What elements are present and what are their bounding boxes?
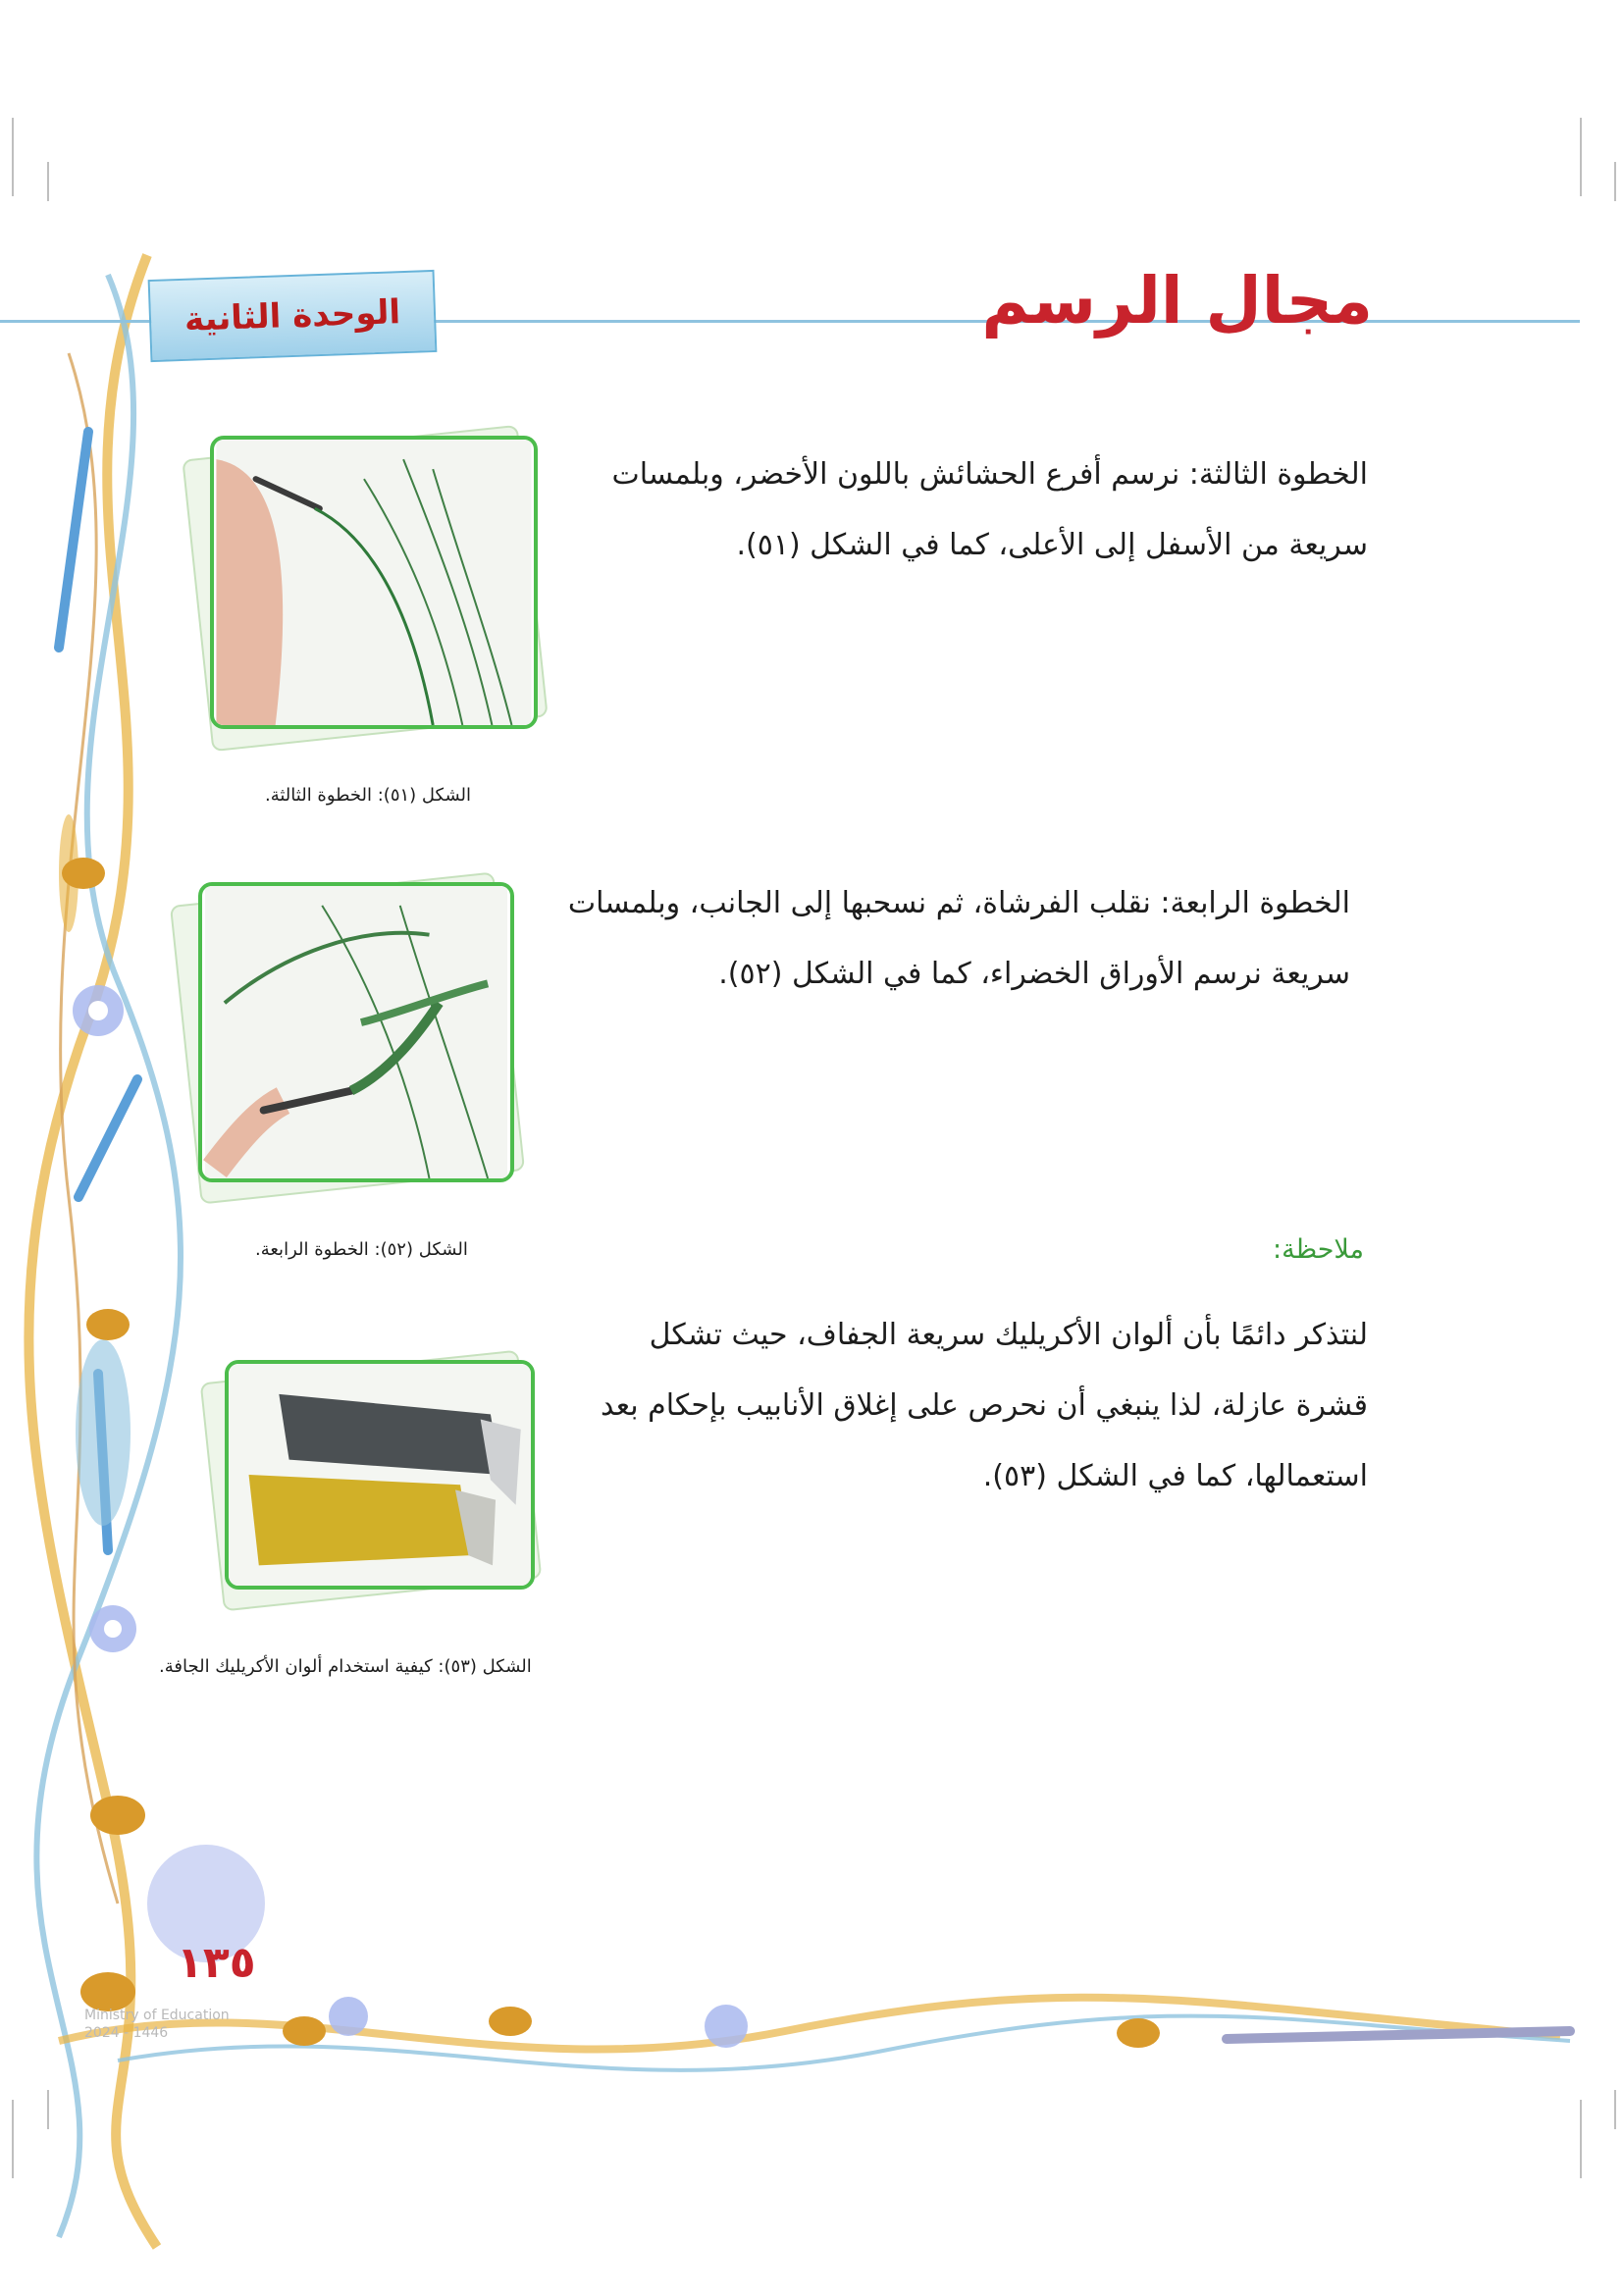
- figure-51: [196, 442, 530, 731]
- publisher-line-2: 2024 - 1446: [84, 2025, 169, 2041]
- note-label: ملاحظة:: [1273, 1234, 1364, 1265]
- section-title: مجال الرسم: [981, 263, 1373, 339]
- crop-mark: [47, 162, 49, 201]
- step-3-line-2: سريعة من الأسفل إلى الأعلى، كما في الشكل (٥١).: [736, 528, 1368, 562]
- publisher-line-1: Ministry of Education: [84, 2008, 230, 2023]
- step-4-line-2: سريعة نرسم الأوراق الخضراء، كما في الشكل (٥٢).: [718, 957, 1350, 991]
- figure-51-caption: الشكل (٥١): الخطوة الثالثة.: [265, 785, 472, 806]
- paint-tubes-image: [229, 1364, 531, 1586]
- unit-banner: [148, 270, 438, 362]
- note-line-1: لنتذكر دائمًا بأن ألوان الأكريليك سريعة الجفاف، حيث تشكل: [649, 1318, 1368, 1352]
- figure-51-photo: [210, 436, 538, 729]
- figure-52-photo: [198, 882, 514, 1182]
- note-line-3: استعمالها، كما في الشكل (٥٣).: [982, 1459, 1368, 1493]
- page-number: ١٣٥: [177, 1938, 256, 1988]
- note-line-2: قشرة عازلة، لذا ينبغي أن نحرص على إغلاق الأنابيب بإحكام بعد: [601, 1388, 1368, 1423]
- figure-52-caption: الشكل (٥٢): الخطوة الرابعة.: [255, 1239, 468, 1260]
- crop-mark: [1614, 162, 1616, 201]
- figure-52: [184, 888, 506, 1184]
- step-3-line-1: الخطوة الثالثة: نرسم أفرع الحشائش باللون الأخضر، وبلمسات: [611, 457, 1368, 492]
- publisher-logo: [84, 2007, 230, 2042]
- grass-leaves-image: [202, 886, 510, 1178]
- grass-brush-image: [214, 440, 534, 725]
- figure-53-caption: الشكل (٥٣): كيفية استخدام ألوان الأكريليك الجافة.: [159, 1656, 532, 1677]
- crop-mark: [1580, 118, 1582, 196]
- step-4-line-1: الخطوة الرابعة: نقلب الفرشاة، ثم نسحبها إلى الجانب، وبلمسات: [567, 886, 1350, 920]
- figure-53: [211, 1366, 527, 1592]
- figure-53-photo: [225, 1360, 535, 1590]
- step-4-text: [369, 868, 1350, 1010]
- unit-label: الوحدة الثانية: [183, 292, 401, 339]
- crop-mark: [12, 118, 14, 196]
